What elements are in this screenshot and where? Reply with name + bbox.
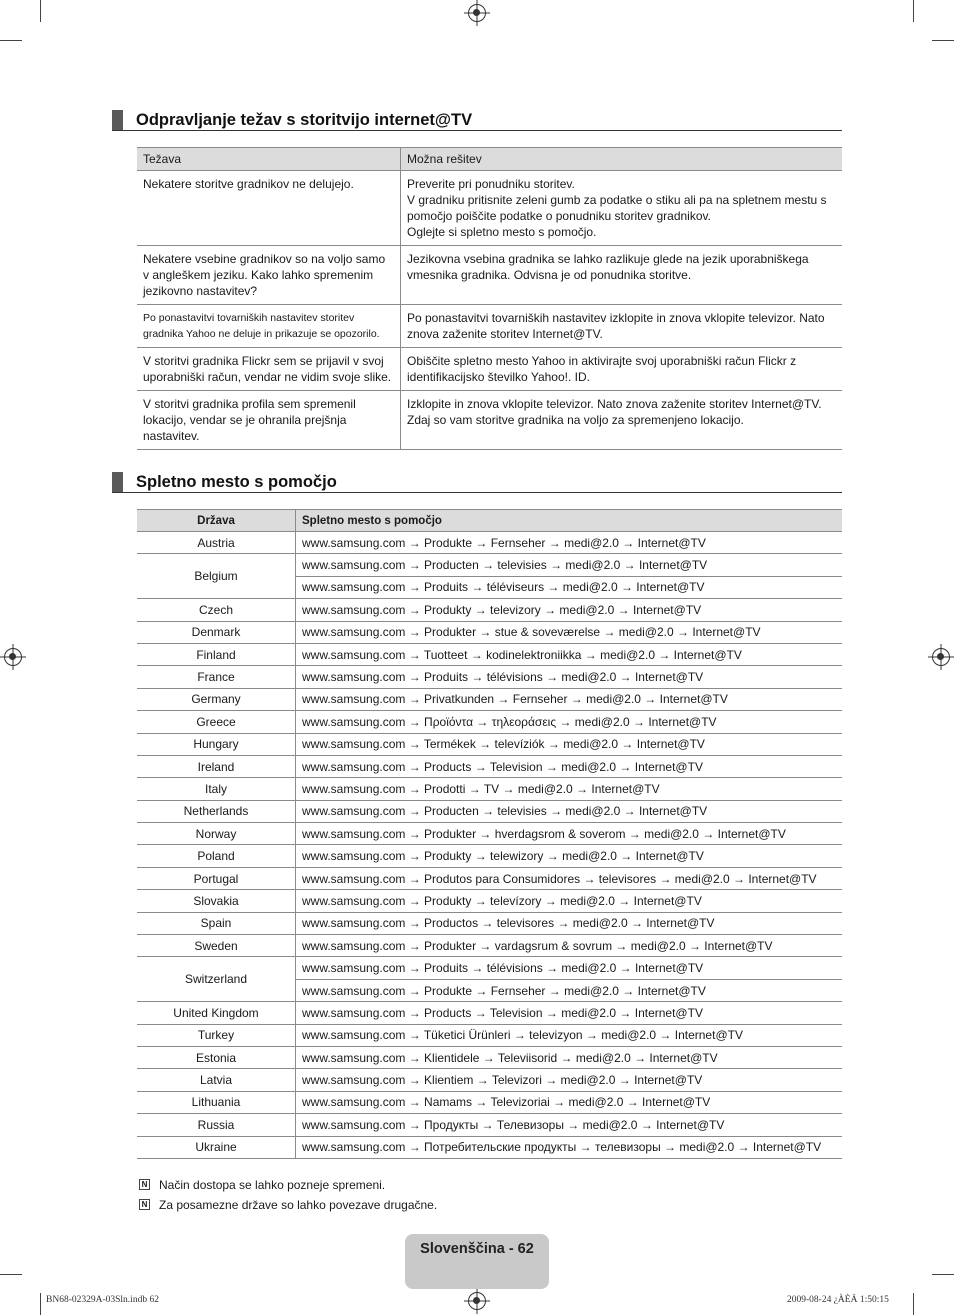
table-row	[137, 755, 842, 777]
help-path-cell: www.samsung.com → Tüketici Ürünleri → televizyon → medi@2.0 → Internet@TV	[296, 1024, 843, 1046]
note-item	[137, 1177, 437, 1197]
problem-cell: Nekatere vsebine gradnikov so na voljo samo v angleškem jeziku. Kako lahko spremenim jezikovno nastavitev?	[137, 246, 401, 305]
help-path-cell: www.samsung.com → Потребительские продукты → телевизоры → medi@2.0 → Internet@TV	[296, 1136, 843, 1158]
table-row	[137, 867, 842, 889]
section-bar	[112, 472, 123, 492]
country-cell: Czech	[137, 599, 296, 621]
note-icon: N	[139, 1199, 150, 1210]
help-path-cell: www.samsung.com → Produkter → vardagsrum & sovrum → medi@2.0 → Internet@TV	[296, 935, 843, 957]
problem-cell: Nekatere storitve gradnikov ne delujejo.	[137, 171, 401, 246]
crop-mark	[932, 1274, 954, 1275]
header-solution: Možna rešitev	[401, 148, 843, 171]
solution-cell: Jezikovna vsebina gradnika se lahko razlikuje glede na jezik uporabniškega vmesnika gradnika. Odvisna je od ponudnika storitve.	[401, 246, 843, 305]
country-cell: United Kingdom	[137, 1002, 296, 1024]
table-row	[137, 935, 842, 957]
table-row	[137, 800, 842, 822]
help-path-cell: www.samsung.com → Prodotti → TV → medi@2.0 → Internet@TV	[296, 778, 843, 800]
section-title-troubleshooting	[112, 110, 842, 131]
help-site-table	[137, 509, 842, 1159]
table-row	[137, 246, 842, 305]
crop-mark	[0, 40, 22, 41]
print-datetime: 2009-08-24 ¿ÀÈÄ 1:50:15	[787, 1295, 889, 1305]
table-row	[137, 666, 842, 688]
country-cell: Estonia	[137, 1046, 296, 1068]
note-text: Za posamezne države so lahko povezave drugačne.	[159, 1198, 438, 1212]
registration-mark-icon	[4, 648, 22, 666]
table-row	[137, 1136, 842, 1158]
help-path-cell: www.samsung.com → Produkty → televízory → medi@2.0 → Internet@TV	[296, 890, 843, 912]
table-row	[137, 890, 842, 912]
table-row	[137, 171, 842, 246]
country-cell: Norway	[137, 823, 296, 845]
note-icon: N	[139, 1179, 150, 1190]
crop-mark	[913, 0, 914, 22]
help-path-cell: www.samsung.com → Products → Television → medi@2.0 → Internet@TV	[296, 1002, 843, 1024]
country-cell: Slovakia	[137, 890, 296, 912]
country-cell: Latvia	[137, 1069, 296, 1091]
table-row	[137, 1114, 842, 1136]
table-row	[137, 599, 842, 621]
problem-cell: V storitvi gradnika profila sem spremenil lokacijo, vendar se je ohranila prejšnja nastavitev.	[137, 391, 401, 450]
help-path-cell: www.samsung.com → Produtos para Consumidores → televisores → medi@2.0 → Internet@TV	[296, 867, 843, 889]
table-row	[137, 305, 842, 348]
country-cell: Lithuania	[137, 1091, 296, 1113]
country-cell: Greece	[137, 711, 296, 733]
help-path-cell: www.samsung.com → Productos → televisores → medi@2.0 → Internet@TV	[296, 912, 843, 934]
country-cell: Finland	[137, 643, 296, 665]
solution-cell: Izklopite in znova vklopite televizor. Nato znova zaženite storitev Internet@TV. Zdaj so vam storitve gradnika na voljo za spremenjeno lokacijo.	[401, 391, 843, 450]
table-row	[137, 391, 842, 450]
help-path-cell: www.samsung.com → Products → Television → medi@2.0 → Internet@TV	[296, 755, 843, 777]
problem-cell: V storitvi gradnika Flickr sem se prijavil v svoj uporabniški račun, vendar ne vidim svoje slike.	[137, 348, 401, 391]
table-row	[137, 1069, 842, 1091]
section-bar	[112, 110, 123, 130]
header-country: Država	[137, 510, 296, 532]
help-path-cell: www.samsung.com → Produkty → telewizory → medi@2.0 → Internet@TV	[296, 845, 843, 867]
table-row	[137, 711, 842, 733]
solution-cell: Preverite pri ponudniku storitev. V gradniku pritisnite zeleni gumb za podatke o stiku ali pa na spletnem mestu s pomočjo poiščite podatke o ponudniku storitev gradnikov. Oglejte si spletno mesto s pomočjo.	[401, 171, 843, 246]
notes	[137, 1177, 437, 1217]
help-path-cell: www.samsung.com → Producten → televisies → medi@2.0 → Internet@TV	[296, 800, 843, 822]
table-row	[137, 778, 842, 800]
crop-mark	[40, 0, 41, 22]
registration-mark-icon	[468, 4, 486, 22]
country-cell: France	[137, 666, 296, 688]
section-title-help-site	[112, 472, 842, 493]
page-label: Slovenščina - 62	[420, 1241, 534, 1257]
table-row	[137, 554, 842, 576]
help-path-cell: www.samsung.com → Namams → Televizoriai → medi@2.0 → Internet@TV	[296, 1091, 843, 1113]
help-path-cell: www.samsung.com → Produkter → hverdagsrom & soverom → medi@2.0 → Internet@TV	[296, 823, 843, 845]
registration-mark-icon	[468, 1292, 486, 1310]
table-row	[137, 957, 842, 979]
crop-mark	[932, 40, 954, 41]
help-path-cell: www.samsung.com → Προϊόντα → τηλεοράσεις → medi@2.0 → Internet@TV	[296, 711, 843, 733]
help-path-cell: www.samsung.com → Klientidele → Televiisorid → medi@2.0 → Internet@TV	[296, 1046, 843, 1068]
table-row	[137, 1002, 842, 1024]
country-cell: Belgium	[137, 554, 296, 599]
help-path-cell: www.samsung.com → Privatkunden → Fernseher → medi@2.0 → Internet@TV	[296, 688, 843, 710]
table-row	[137, 1091, 842, 1113]
country-cell: Spain	[137, 912, 296, 934]
note-item	[137, 1197, 437, 1217]
crop-mark	[0, 1274, 22, 1275]
country-cell: Italy	[137, 778, 296, 800]
help-path-cell: www.samsung.com → Produits → télévisions → medi@2.0 → Internet@TV	[296, 957, 843, 979]
troubleshooting-table	[137, 147, 842, 450]
country-cell: Sweden	[137, 935, 296, 957]
country-cell: Netherlands	[137, 800, 296, 822]
country-cell: Portugal	[137, 867, 296, 889]
country-cell: Switzerland	[137, 957, 296, 1002]
help-path-cell: www.samsung.com → Produkty → televizory → medi@2.0 → Internet@TV	[296, 599, 843, 621]
help-path-cell: www.samsung.com → Producten → televisies → medi@2.0 → Internet@TV	[296, 554, 843, 576]
help-path-cell: www.samsung.com → Produits → téléviseurs → medi@2.0 → Internet@TV	[296, 576, 843, 598]
table-row	[137, 348, 842, 391]
page-number-tab	[405, 1234, 549, 1289]
country-cell: Russia	[137, 1114, 296, 1136]
header-problem: Težava	[137, 148, 401, 171]
table-row	[137, 621, 842, 643]
country-cell: Ukraine	[137, 1136, 296, 1158]
header-help-site: Spletno mesto s pomočjo	[296, 510, 843, 532]
help-path-cell: www.samsung.com → Produkter → stue & soveværelse → medi@2.0 → Internet@TV	[296, 621, 843, 643]
problem-cell: Po ponastavitvi tovarniških nastavitev storitev gradnika Yahoo ne deluje in prikazuje se opozorilo.	[137, 305, 401, 348]
country-cell: Austria	[137, 532, 296, 554]
table-row	[137, 1046, 842, 1068]
table-row	[137, 823, 842, 845]
country-cell: Turkey	[137, 1024, 296, 1046]
section-title-text: Spletno mesto s pomočjo	[136, 473, 337, 491]
table-row	[137, 845, 842, 867]
help-path-cell: www.samsung.com → Termékek → televíziók → medi@2.0 → Internet@TV	[296, 733, 843, 755]
country-cell: Germany	[137, 688, 296, 710]
table-row	[137, 643, 842, 665]
solution-cell: Po ponastavitvi tovarniških nastavitev izklopite in znova vklopite televizor. Nato znova zaženite storitev Internet@TV.	[401, 305, 843, 348]
table-row	[137, 912, 842, 934]
crop-mark	[913, 1293, 914, 1315]
solution-cell: Obiščite spletno mesto Yahoo in aktivirajte svoj uporabniški račun Flickr z identifikacijsko številko Yahoo!. ID.	[401, 348, 843, 391]
note-text: Način dostopa se lahko pozneje spremeni.	[159, 1178, 386, 1192]
help-path-cell: www.samsung.com → Produits → télévisions → medi@2.0 → Internet@TV	[296, 666, 843, 688]
help-path-cell: www.samsung.com → Продукты → Телевизоры → medi@2.0 → Internet@TV	[296, 1114, 843, 1136]
help-path-cell: www.samsung.com → Klientiem → Televizori → medi@2.0 → Internet@TV	[296, 1069, 843, 1091]
table-row	[137, 688, 842, 710]
help-path-cell: www.samsung.com → Tuotteet → kodinelektroniikka → medi@2.0 → Internet@TV	[296, 643, 843, 665]
help-path-cell: www.samsung.com → Produkte → Fernseher → medi@2.0 → Internet@TV	[296, 532, 843, 554]
print-file-info: BN68-02329A-03Sln.indb 62	[46, 1295, 159, 1305]
country-cell: Ireland	[137, 755, 296, 777]
table-row	[137, 1024, 842, 1046]
country-cell: Poland	[137, 845, 296, 867]
section-title-text: Odpravljanje težav s storitvijo internet@TV	[136, 111, 473, 129]
registration-mark-icon	[932, 648, 950, 666]
crop-mark	[40, 1293, 41, 1315]
country-cell: Denmark	[137, 621, 296, 643]
table-row	[137, 532, 842, 554]
help-path-cell: www.samsung.com → Produkte → Fernseher → medi@2.0 → Internet@TV	[296, 979, 843, 1001]
country-cell: Hungary	[137, 733, 296, 755]
table-row	[137, 733, 842, 755]
